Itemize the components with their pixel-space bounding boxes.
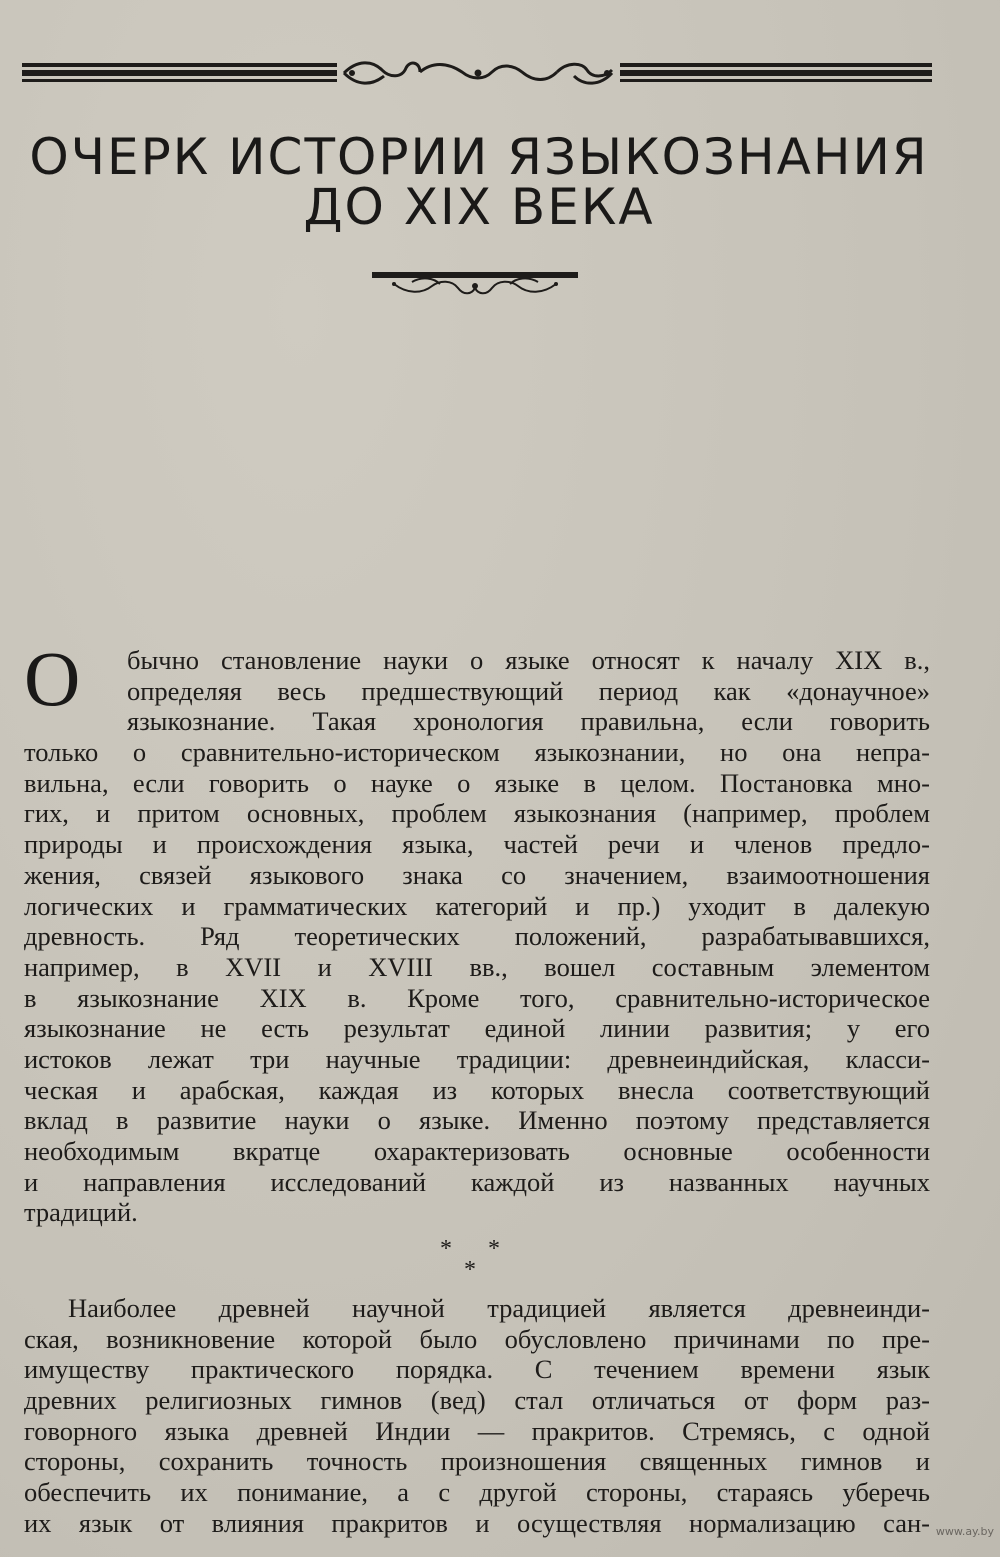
- text-line: языкознание не есть результат единой линии развития; у его: [24, 1013, 930, 1044]
- section-separator-bottom: *: [464, 1257, 476, 1283]
- chapter-title-line-2: ДО XIX ВЕКА: [303, 178, 655, 236]
- paragraph-intro: [24, 645, 930, 1228]
- text-line: вильна, если говорить о науке о языке в целом. Постановка мно-: [24, 767, 930, 798]
- text-line: истоков лежат три научные традиции: древнеиндийская, класси-: [24, 1043, 930, 1074]
- text-line: их язык от влияния пракритов и осуществляя нормализацию сан-: [24, 1507, 930, 1538]
- text-line: ская, возникновение которой было обусловлено причинами по пре-: [24, 1323, 930, 1354]
- section-separator-top: * *: [440, 1236, 500, 1262]
- text-line: бычно становление науки о языке относят к началу XIX в.,: [127, 645, 930, 675]
- text-line: языкознание. Такая хронология правильна, если говорить: [127, 706, 930, 737]
- text-line: и направления исследований каждой из названных научных: [24, 1166, 930, 1197]
- text-line: обеспечить их понимание, а с другой стороны, стараясь уберечь: [24, 1477, 930, 1508]
- text-line: вклад в развитие науки о языке. Именно поэтому представляется: [24, 1105, 930, 1136]
- title-ornament: [372, 270, 578, 300]
- text-line: например, в XVII и XVIII вв., вошел составным элементом: [24, 951, 930, 982]
- text-line: древних религиозных гимнов (вед) стал отличаться от форм раз-: [24, 1385, 930, 1416]
- text-line: определяя весь предшествующий период как «донаучное»: [127, 675, 930, 706]
- paragraph-indian-tradition: [24, 1293, 930, 1539]
- text-line: Наиболее древней научной традицией является древнеинди-: [68, 1293, 930, 1323]
- text-line: говорного языка древней Индии — пракритов. Стремясь, с одной: [24, 1415, 930, 1446]
- text-line: стороны, сохранить точность произношения священных гимнов и: [24, 1446, 930, 1477]
- text-line: традиций.: [24, 1197, 138, 1228]
- text-line: природы и происхождения языка, частей речи и членов предло-: [24, 829, 930, 860]
- text-line: древность. Ряд теоретических положений, разрабатывавшихся,: [24, 921, 930, 952]
- text-line: ческая и арабская, каждая из которых внесла соответствующий: [24, 1074, 930, 1105]
- text-line: только о сравнительно-историческом языкознании, но она непра-: [24, 737, 930, 768]
- text-line: логических и грамматических категорий и пр.) уходит в далекую: [24, 890, 930, 921]
- text-line: необходимым вкратце охарактеризовать основные особенности: [24, 1136, 930, 1166]
- text-line: имуществу практического порядка. С течением времени язык: [24, 1354, 930, 1385]
- text-line: в языкознание XIX в. Кроме того, сравнительно-историческое: [24, 982, 930, 1013]
- watermark-text: www.ay.by: [935, 1525, 994, 1538]
- header-ornament-rule: [22, 56, 932, 90]
- chapter-title-line-1: ОЧЕРК ИСТОРИИ ЯЗЫКОЗНАНИЯ: [29, 128, 929, 186]
- drop-cap: О: [24, 635, 81, 722]
- text-line: гих, и притом основных, проблем языкознания (например, проблем: [24, 798, 930, 829]
- text-line: жения, связей языкового знака со значением, взаимоотношения: [24, 859, 930, 890]
